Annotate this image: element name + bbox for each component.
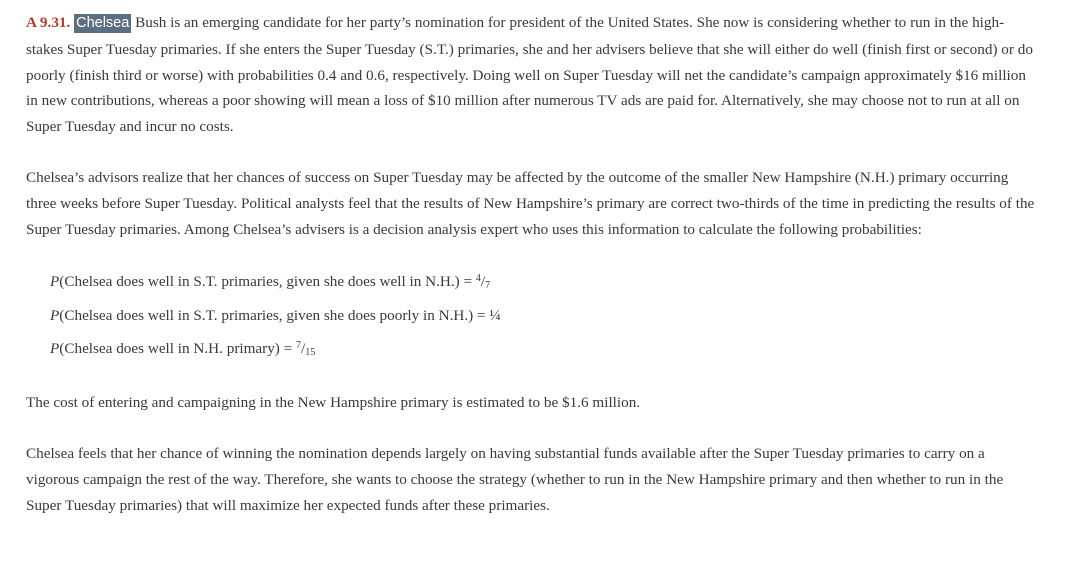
probability-item [50,301,1036,331]
fraction-denominator: 15 [305,347,316,359]
probability-item [50,331,1036,368]
selected-text-highlight[interactable]: Chelsea [76,15,130,31]
advisors-paragraph: Chelsea’s advisors realize that her chances of success on Super Tuesday may be affected by the outcome of the smaller New Hampshire (N.H.) primary occurring three weeks before Super Tuesday. Political analysts feel that the results of New Hampshire’s primary are correct two-thirds of the time in predicting the results of the Super Tuesday primaries. Among Chelsea’s advisers is a decision analysis expert who uses this information to calculate the following probabilities: [26,168,1035,238]
probability-symbol: P [50,273,60,291]
probability-symbol: P [50,340,60,358]
fraction-numerator: 4 [475,273,481,285]
probability-text: (Chelsea does well in S.T. primaries, given she does well in N.H.) = [59,273,476,291]
probability-text: (Chelsea does well in N.H. primary) = [59,340,297,358]
problem-intro-paragraph [26,10,1036,140]
strategy-paragraph: Chelsea feels that her chance of winning the nomination depends largely on having substantial funds available after the Super Tuesday primaries to carry on a vigorous campaign the rest of the way. Therefore, she wants to choose the strategy (whether to run in the New Hampshire primary and then whether to run in the Super Tuesday primaries) that will maximize her expected funds after these primaries. [26,445,1004,514]
problem-number: A 9.31. [26,14,71,31]
problem-page [26,10,1036,519]
fraction: ¼ [489,307,501,325]
cost-paragraph: The cost of entering and campaigning in the New Hampshire primary is estimated to be $1.6 million. [26,394,641,412]
fraction: $^7/_{15}$ [296,340,316,359]
fraction-numerator: 7 [296,340,302,352]
fraction: $^4/_7$ [475,273,491,292]
probability-item [50,264,1036,301]
fraction-denominator: 7 [485,280,491,292]
probability-symbol: P [50,307,60,325]
probability-text: (Chelsea does well in S.T. primaries, given she does poorly in N.H.) = [59,307,490,325]
probability-list [50,264,1036,368]
intro-paragraph-text: Bush is an emerging candidate for her party’s nomination for president of the United States. She now is considering whether to run in the high-stakes Super Tuesday primaries. If she enters the Super Tuesday (S.T.) primaries, she and her advisers believe that she will either do well (finish first or second) or do poorly (finish third or worse) with probabilities 0.4 and 0.6, respectively. Doing well on Super Tuesday will net the candidate’s campaign approximately $16 million in new contributions, whereas a poor showing will mean a loss of $10 million after numerous TV ads are paid for. Alternatively, she may choose not to run at all on Super Tuesday and incur no costs. [26,14,1033,136]
